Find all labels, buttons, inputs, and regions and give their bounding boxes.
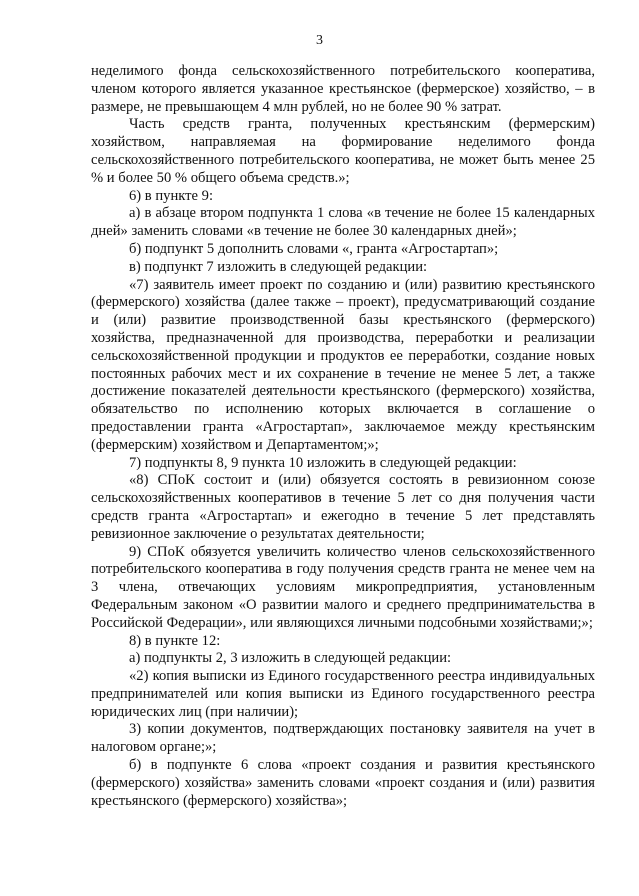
paragraph-14: 3) копии документов, подтверждающих постановку заявителя на учет в налоговом органе;»;: [91, 721, 595, 756]
paragraph-3: 6) в пункте 9:: [129, 187, 214, 204]
paragraph-15: б) в подпункте 6 слова «проект создания и развития крестьянского (фермерского) хозяйства» заменить словами «проект создания и (или) развития крестьянского (фермерского) хозяйства»;: [91, 757, 595, 809]
paragraph-6: в) подпункт 7 изложить в следующей редакции:: [129, 258, 428, 275]
paragraph-7: «7) заявитель имеет проект по созданию и (или) развитию крестьянского (фермерского) хозяйства (далее также – проект), предусматривающий создание и (или) развитие производственной базы крестьянского (фермерского) хозяйства, предназначенной для производства, переработки и реализации сельскохозяйственной продукции и продуктов ее переработки, создание новых постоянных рабочих мест и их сохранение в течение не менее 5 лет, а также достижение показателей деятельности крестьянского (фермерского) хозяйства, обязательство по исполнению которых включается в соглашение о предоставлении гранта «Агростартап», заключаемое между крестьянским (фермерским) хозяйством и Департаментом;»;: [91, 276, 595, 453]
document-body: [91, 63, 595, 810]
paragraph-11: 8) в пункте 12:: [129, 632, 221, 649]
paragraph-2: Часть средств гранта, полученных крестьянским (фермерским) хозяйством, направляемая на формирование неделимого фонда сельскохозяйственного потребительского кооператива, не может быть менее 25 % и более 50 % общего объема средств.»;: [91, 116, 595, 186]
paragraph-13: «2) копия выписки из Единого государственного реестра индивидуальных предпринимателей или копия выписки из Единого государственного реестра юридических лиц (при наличии);: [91, 668, 595, 720]
paragraph-5: б) подпункт 5 дополнить словами «, гранта «Агростартап»;: [129, 240, 499, 257]
page-number: 3: [316, 33, 323, 48]
paragraph-12: а) подпункты 2, 3 изложить в следующей редакции:: [129, 650, 452, 667]
paragraph-9: «8) СПоК состоит и (или) обязуется состоять в ревизионном союзе сельскохозяйственных кооперативов в течение 5 лет со дня получения части средств гранта «Агростартап» и ежегодно в течение 5 лет представлять ревизионное заключение о результатах деятельности;: [91, 472, 595, 542]
paragraph-4: а) в абзаце втором подпункта 1 слова «в течение не более 15 календарных дней» заменить словами «в течение не более 30 календарных дней»;: [91, 205, 595, 240]
paragraph-10: 9) СПоК обязуется увеличить количество членов сельскохозяйственного потребительского кооператива в году получения средств гранта не менее чем на 3 члена, отвечающих условиям микропредприятия, установленным Федеральным законом «О развитии малого и среднего предпринимательства в Российской Федерации», или являющихся личными подсобными хозяйствами;»;: [91, 543, 595, 631]
paragraph-8: 7) подпункты 8, 9 пункта 10 изложить в следующей редакции:: [129, 454, 517, 471]
paragraph-1: неделимого фонда сельскохозяйственного потребительского кооператива, членом которого является указанное крестьянское (фермерское) хозяйство, – в размере, не превышающем 4 млн рублей, но не более 90 % затрат.: [91, 63, 595, 115]
